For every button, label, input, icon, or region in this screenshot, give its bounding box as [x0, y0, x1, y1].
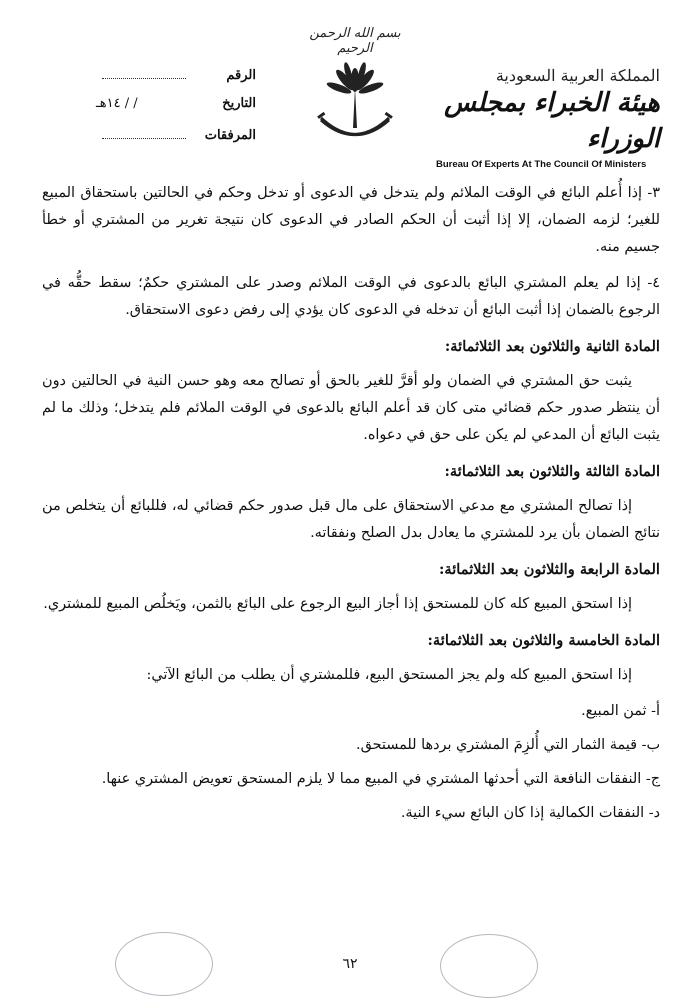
basmala: بسم الله الرحمن الرحيم: [309, 26, 401, 56]
article-332-text: يثبت حق المشتري في الضمان ولو أقرَّ للغير بالحق أو تصالح معه وهو حسن النية في الحالتين دون أن ينتظر صدور حكم قضائي متى كان قد أعلم البائع بالدعوى في الوقت الملائم فلم يتدخل؛ وذلك ما لم يثبت البائع أن المدعي لم يكن على حق في دعواه.: [42, 373, 660, 443]
letterhead: [0, 0, 700, 170]
date-value: / / ١٤هـ: [96, 96, 138, 111]
official-stamp-icon: [115, 932, 213, 996]
article-332-heading: المادة الثانية والثلاثون بعد الثلاثمائة:: [444, 338, 660, 355]
organization-block: [430, 66, 660, 170]
official-stamp-icon: [440, 934, 538, 998]
list-item-d: د- النفقات الكمالية إذا كان البائع سيء النية.: [400, 805, 660, 821]
list-item-b: ب- قيمة الثمار التي أُلزِمَ المشتري بردها للمستحق.: [356, 737, 660, 753]
bureau-name-arabic: هيئة الخبراء بمجلس الوزراء: [444, 88, 660, 154]
page-number: ٦٢: [342, 956, 358, 972]
ref-row: [96, 66, 256, 96]
attachments-row: [96, 126, 256, 156]
bureau-name-english: Bureau Of Experts At The Council Of Ministers: [436, 159, 647, 170]
clause-4: ٤- إذا لم يعلم المشتري البائع بالدعوى في الوقت الملائم وصدر على المشتري حكمٌ؛ سقط حقُّه في الرجوع بالضمان إذا أثبت البائع أن تدخله في الدعوى كان يؤدي إلى رفض دعوى الاستحقاق.: [42, 275, 660, 318]
saudi-emblem-icon: [315, 50, 395, 150]
article-334-text: إذا استحق المبيع كله كان للمستحق إذا أجاز البيع الرجوع على البائع بالثمن، ويَخلُص المبيع للمشتري.: [43, 596, 632, 612]
attachments-blank: [102, 126, 186, 139]
kingdom-name: المملكة العربية السعودية: [495, 66, 660, 85]
reference-block: [96, 66, 256, 156]
article-333-heading: المادة الثالثة والثلاثون بعد الثلاثمائة:: [444, 463, 660, 480]
article-334-heading: المادة الرابعة والثلاثون بعد الثلاثمائة:: [439, 561, 660, 578]
list-item-a: أ- ثمن المبيع.: [581, 703, 660, 719]
list-item-c: ج- النفقات النافعة التي أحدثها المشتري في المبيع مما لا يلزم المستحق تعويض المشتري عنها.: [101, 771, 660, 787]
article-335-text: إذا استحق المبيع كله ولم يجز المستحق البيع، فللمشتري أن يطلب من البائع الآتي:: [146, 667, 632, 683]
article-333-text: إذا تصالح المشتري مع مدعي الاستحقاق على مال قبل صدور حكم قضائي له، فللبائع أن يتخلص من نتائج الضمان بأن يرد للمشتري ما يعادل بدل الصلح ونفقاته.: [42, 498, 660, 541]
date-row: [96, 96, 256, 126]
ref-label: الرقم: [226, 68, 256, 83]
date-label: التاريخ: [222, 96, 256, 111]
ref-blank: [102, 66, 186, 79]
document-body: [42, 180, 660, 834]
article-335-heading: المادة الخامسة والثلاثون بعد الثلاثمائة:: [427, 632, 660, 649]
attachments-label: المرفقات: [204, 128, 256, 143]
clause-3: ٣- إذا أُعلم البائع في الوقت الملائم ولم يتدخل في الدعوى أو تدخل وحكم في الحالتين باستحقاق المبيع للغير؛ لزمه الضمان، إلا إذا أثبت أن الحكم الصادر في الدعوى كان نتيجة تغرير من المشتري أو خطأ جسيم منه.: [42, 185, 660, 255]
